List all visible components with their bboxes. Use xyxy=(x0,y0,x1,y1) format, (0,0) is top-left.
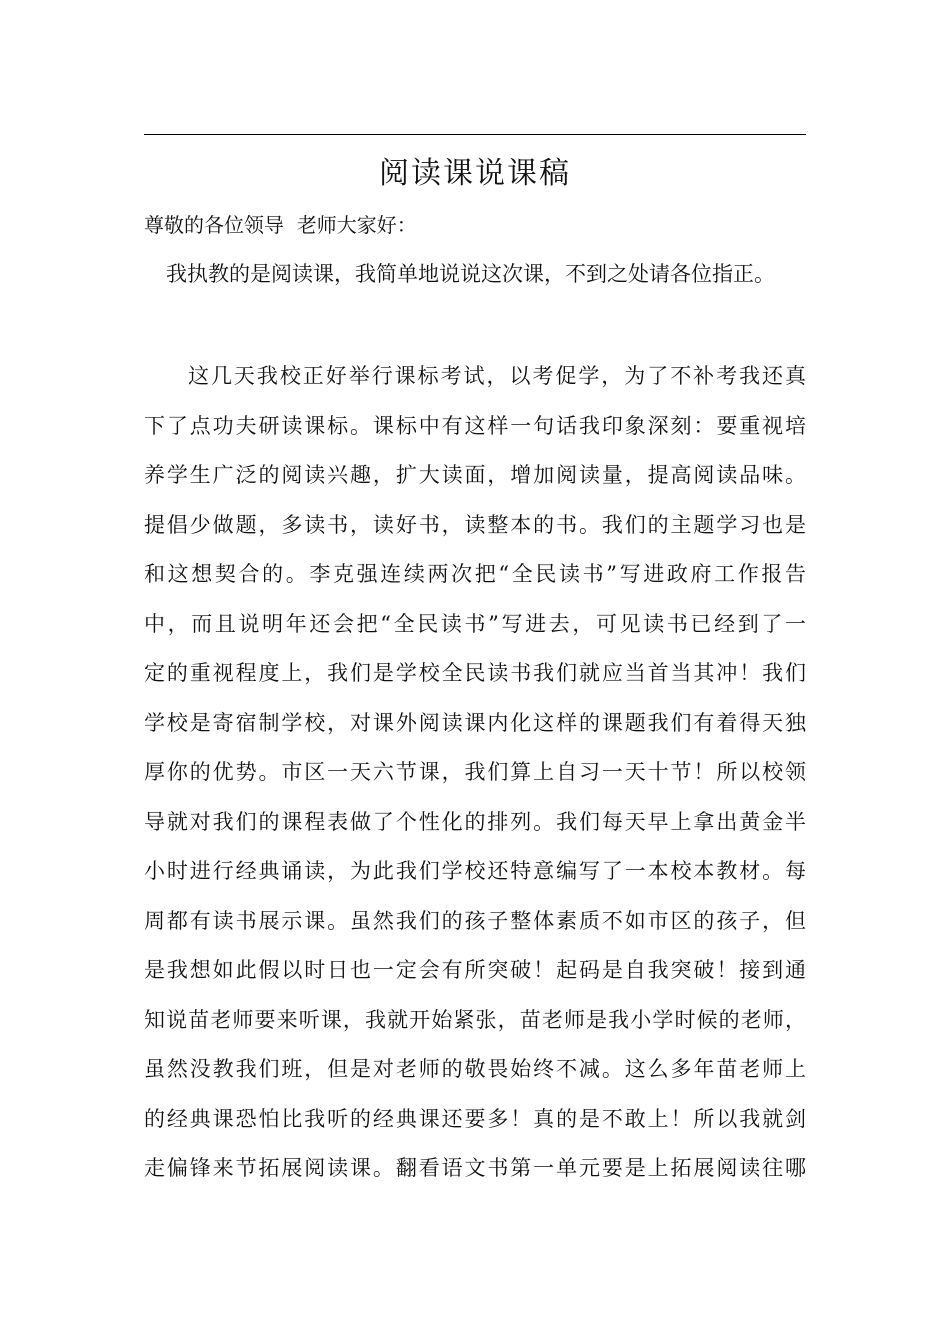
body-line: 是我想如此假以时日也一定会有所突破！起码是自我突破！接到通 xyxy=(144,958,806,982)
body-line: 和这想契合的。李克强连续两次把“全民读书”写进政府工作报告 xyxy=(144,562,806,586)
body-line: 的经典课恐怕比我听的经典课还要多！真的是不敢上！所以我就剑 xyxy=(144,1106,806,1131)
body-line: 周都有读书展示课。虽然我们的孩子整体素质不如市区的孩子，但 xyxy=(144,908,806,933)
body-line: 中，而且说明年还会把“全民读书”写进去，可见读书已经到了一 xyxy=(144,611,806,636)
body-line: 虽然没教我们班，但是对老师的敬畏始终不减。这么多年苗老师上 xyxy=(144,1057,806,1081)
body-line: 小时进行经典诵读，为此我们学校还特意编写了一本校本教材。每 xyxy=(144,859,806,883)
body-line: 厚你的优势。市区一天六节课，我们算上自习一天十节！所以校领 xyxy=(144,760,806,784)
body-line: 这几天我校正好举行课标考试，以考促学，为了不补考我还真 xyxy=(188,364,806,388)
body-line: 提倡少做题，多读书，读好书，读整本的书。我们的主题学习也是 xyxy=(144,512,806,537)
body-line: 导就对我们的课程表做了个性化的排列。我们每天早上拿出黄金半 xyxy=(144,809,806,834)
intro-paragraph: 我执教的是阅读课，我简单地说说这次课，不到之处请各位指正。 xyxy=(166,262,775,286)
body-line: 养学生广泛的阅读兴趣，扩大读面，增加阅读量，提高阅读品味。 xyxy=(144,463,806,487)
header-rule xyxy=(144,134,806,135)
body-line: 走偏锋来节拓展阅读课。翻看语文书第一单元要是上拓展阅读往哪 xyxy=(144,1156,806,1180)
document-title: 阅读课说课稿 xyxy=(379,156,571,191)
body-line: 下了点功夫研读课标。课标中有这样一句话我印象深刻：要重视培 xyxy=(144,413,806,438)
body-line: 学校是寄宿制学校，对课外阅读课内化这样的课题我们有着得天独 xyxy=(144,710,806,735)
body-line: 知说苗老师要来听课，我就开始紧张，苗老师是我小学时候的老师， xyxy=(144,1007,806,1032)
body-line: 定的重视程度上，我们是学校全民读书我们就应当首当其冲！我们 xyxy=(144,661,806,685)
body-paragraph xyxy=(144,356,806,1198)
greeting-line: 尊敬的各位领导 老师大家好： xyxy=(144,213,417,237)
